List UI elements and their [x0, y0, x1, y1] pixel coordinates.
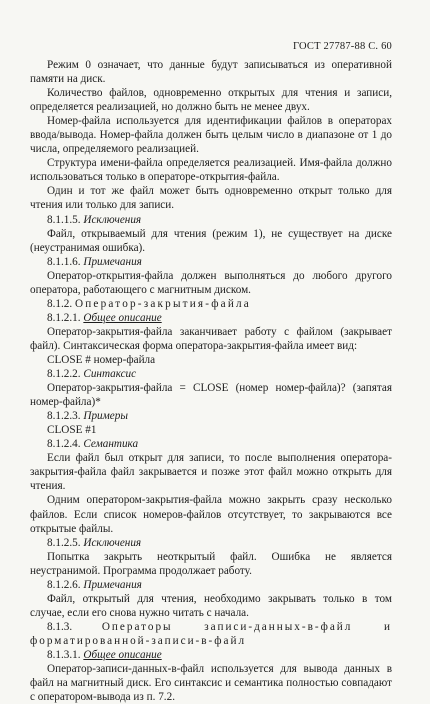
section-heading [30, 536, 392, 550]
paragraph: Режим 0 означает, что данные будут записываться из оперативной памяти на диск. [30, 59, 392, 86]
paragraph: Один и тот же файл может быть одновременно открыт только для чтения или только для записи. [30, 185, 392, 212]
section-title: Семантика [83, 438, 139, 451]
paragraph: Одним оператором-закрытия-файла можно закрыть сразу несколько файлов. Если список номеров-файлов отсутствует, то закрываются все открытые файлы. [30, 494, 392, 535]
section-heading [30, 367, 392, 381]
section-number: 8.1.2.4. [47, 438, 81, 451]
section-title: Синтаксис [83, 368, 137, 381]
section-title: Примечания [83, 255, 142, 268]
section-heading [30, 297, 392, 311]
section-title: Исключения [83, 213, 142, 226]
section-number: 8.1.2.6. [47, 578, 81, 591]
paragraph: Файл, открытый для чтения, необходимо закрывать только в том случае, если его снова нужно читать с начала. [30, 592, 392, 619]
section-heading [30, 409, 392, 423]
section-heading [30, 578, 392, 592]
section-heading [30, 311, 392, 325]
paragraph: Номер-файла используется для идентификации файлов в операторах ввода/вывода. Номер-файла должен быть целым число в диапазоне от 1 до числа, определяемого реализацией. [30, 115, 392, 156]
section-number: 8.1.1.5. [47, 213, 81, 226]
code-line: CLOSE # номер-файла [47, 353, 156, 366]
section-title: Общее описание [83, 311, 162, 324]
paragraph: Оператор-записи-данных-в-файл используется для вывода данных в файл на магнитный диск. Его синтаксис и семантика полностью совпадают с оператором-вывода из п. 7.2. [30, 663, 392, 704]
section-number: 8.1.2.2. [47, 368, 81, 381]
section-title: Исключения [83, 536, 142, 549]
paragraph: Оператор-закрытия-файла заканчивает работу с файлом (закрывает файл). Синтаксическая форма оператора-закрытия-файла имеет вид: [30, 325, 392, 352]
section-number: 8.1.2. [47, 297, 73, 310]
paragraph: Количество файлов, одновременно открытых для чтения и записи, определяется реализацией, но должно быть не менее двух. [30, 87, 392, 114]
paragraph: Структура имени-файла определяется реализацией. Имя-файла должно использоваться только в операторе-открытия-файла. [30, 157, 392, 184]
section-number: 8.1.2.3. [47, 410, 81, 423]
section-number: 8.1.3. [47, 620, 73, 633]
section-number: 8.1.3.1. [47, 648, 81, 661]
paragraph: Если файл был открыт для записи, то после выполнения оператора-закрытия-файла файл закрывается и позже этот файл можно открыть для чтения. [30, 452, 392, 493]
section-number: 8.1.2.1. [47, 311, 81, 324]
page-header: ГОСТ 27787-88 С. 60 [293, 41, 392, 52]
section-heading [30, 255, 392, 269]
section-heading [30, 620, 392, 648]
section-heading [30, 648, 392, 662]
section-title: Оператор-закрытия-файла [74, 297, 251, 310]
paragraph: Оператор-открытия-файла должен выполняться до любого другого оператора, работающего с магнитным диском. [30, 269, 392, 296]
paragraph: Файл, открываемый для чтения (режим 1), не существует на диске (неустранимая ошибка). [30, 227, 392, 254]
section-heading [30, 213, 392, 227]
section-title: Примеры [83, 410, 128, 423]
section-number: 8.1.1.6. [47, 255, 81, 268]
paragraph: Оператор-закрытия-файла = CLOSE (номер номер-файла)? (запятая номер-файла)* [30, 382, 392, 409]
section-title: Примечания [83, 578, 142, 591]
section-heading [30, 437, 392, 451]
document-body [30, 58, 392, 704]
paragraph: Попытка закрыть неоткрытый файл. Ошибка не является неустранимой. Программа продолжает работу. [30, 550, 392, 577]
code-line: CLOSE #1 [47, 424, 97, 437]
section-title: Общее описание [83, 648, 162, 661]
section-number: 8.1.2.5. [47, 536, 81, 549]
section-title: Операторы записи-данных-в-файл и форматированной-записи-в-файл [30, 620, 393, 647]
